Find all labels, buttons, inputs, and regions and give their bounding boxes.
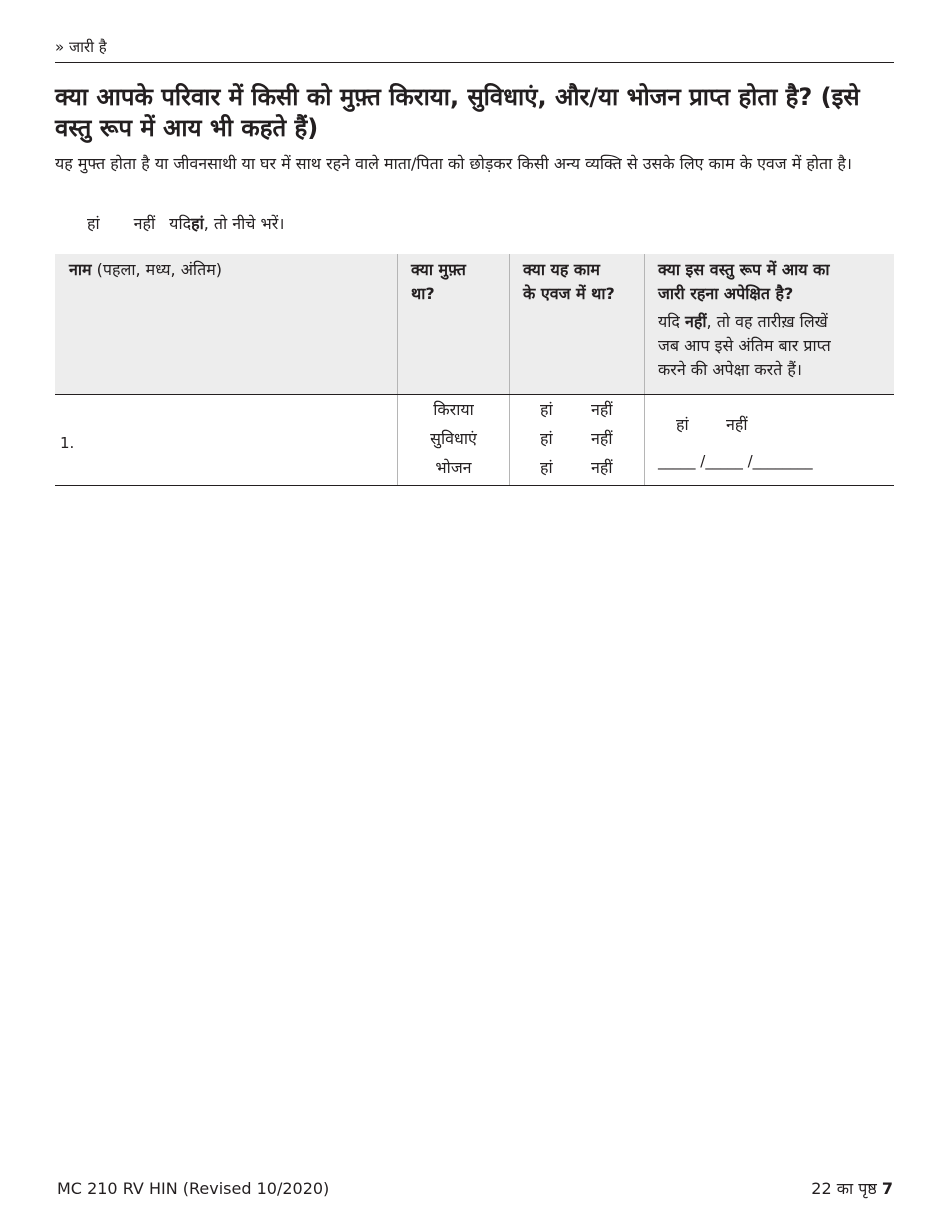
column-divider (509, 254, 510, 485)
column-divider (644, 254, 645, 485)
header-free: क्या मुफ़्त था? (411, 260, 466, 303)
section-description: यह मुफ्त होता है या जीवनसाथी या घर में साथ रहने वाले माता/पिता को छोड़कर किसी अन्य व्यक्ति से उसके लिए काम के एवज में होता है। (55, 154, 852, 173)
header-name: नाम (पहला, मध्य, अंतिम) (69, 260, 223, 279)
page-number: 22 का पृष्ठ 7 (811, 1179, 893, 1198)
header-expected-continue: क्या इस वस्तु रूप में आय का जारी रहना अपेक्षित है? यदि नहीं, तो वह तारीख़ लिखें जब आप इसे अंतिम बार प्राप्त करने की अपेक्षा करते हैं। (658, 258, 831, 382)
yes-column (540, 395, 553, 482)
utilities-no-option[interactable]: नहीं (591, 429, 613, 448)
food-yes-option[interactable]: हां (540, 458, 553, 477)
continued-label: » जारी है (55, 38, 107, 56)
row-number: 1. (60, 434, 75, 452)
main-yes-option[interactable]: हां (87, 214, 100, 233)
main-yes-no-question (87, 212, 284, 236)
main-no-option[interactable]: नहीं (133, 214, 156, 233)
name-input[interactable] (70, 398, 390, 482)
header-divider (55, 62, 894, 63)
table-bottom-border (55, 485, 894, 486)
section-title: क्या आपके परिवार में किसी को मुफ़्त किराया, सुविधाएं, और/या भोजन प्राप्त होता है? (इसे वस्तु रूप में आय भी कहते हैं) (55, 83, 860, 142)
continue-no-option[interactable]: नहीं (726, 415, 748, 434)
fill-instruction: यदिहां, तो नीचे भरें। (169, 214, 285, 233)
item-food: भोजन (435, 458, 472, 477)
item-utilities: सुविधाएं (430, 429, 477, 448)
no-column (591, 395, 613, 482)
utilities-yes-option[interactable]: हां (540, 429, 553, 448)
header-for-work: क्या यह काम के एवज में था? (523, 260, 615, 303)
form-id: MC 210 RV HIN (Revised 10/2020) (57, 1179, 330, 1198)
rent-no-option[interactable]: नहीं (591, 400, 613, 419)
item-labels (398, 395, 509, 482)
header-note: यदि नहीं, तो वह तारीख़ लिखें जब आप इसे अंतिम बार प्राप्त करने की अपेक्षा करते हैं। (658, 312, 831, 379)
food-no-option[interactable]: नहीं (591, 458, 613, 477)
end-date-field[interactable]: _____ /_____ /________ (658, 452, 813, 470)
rent-yes-option[interactable]: हां (540, 400, 553, 419)
item-rent: किराया (433, 400, 474, 419)
continue-yes-option[interactable]: हां (676, 415, 689, 434)
